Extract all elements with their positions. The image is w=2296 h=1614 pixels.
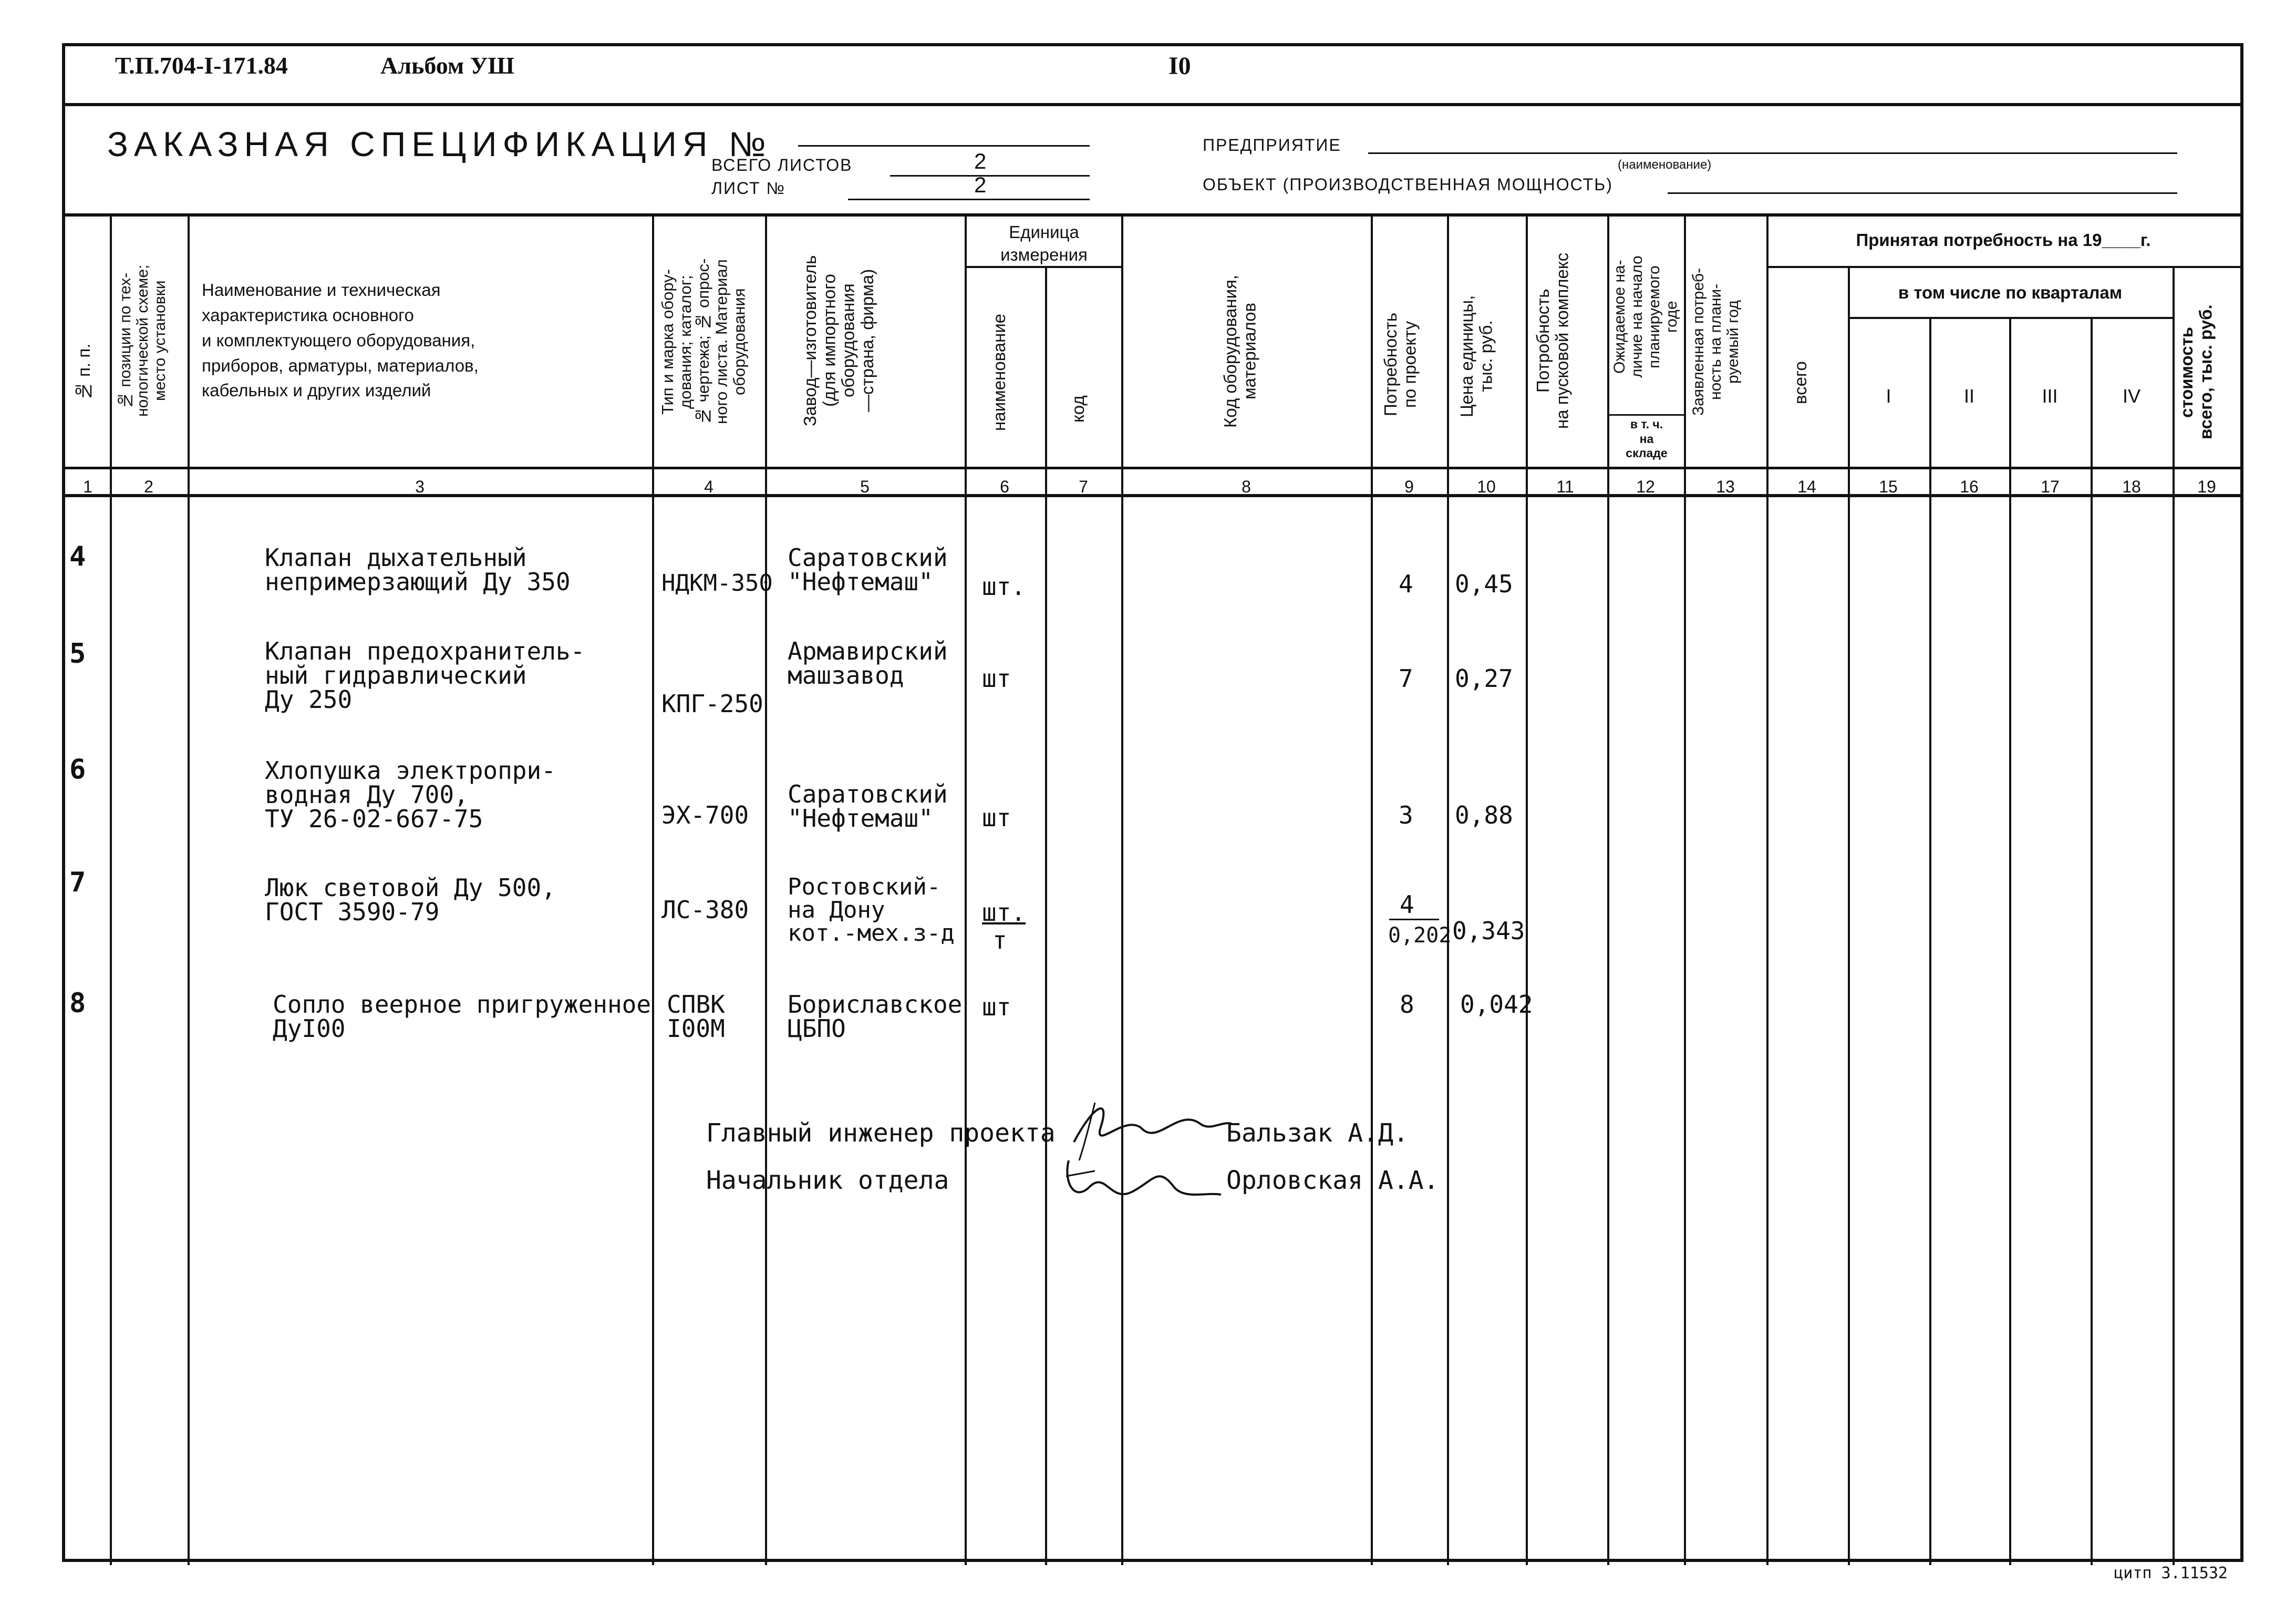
row-number: 8 xyxy=(69,988,86,1019)
doc-code: Т.П.704-I-171.84 xyxy=(115,52,288,79)
col-number: 5 xyxy=(860,477,870,496)
item-type: КПГ-250 xyxy=(661,690,763,718)
object-line xyxy=(1668,192,2177,194)
col-line xyxy=(1848,266,1850,1565)
row-number: 7 xyxy=(69,867,86,898)
col-number: 12 xyxy=(1636,477,1655,496)
col-number: 8 xyxy=(1242,477,1251,496)
sheet-label: ЛИСТ № xyxy=(711,179,785,198)
col-3-header xyxy=(202,277,622,403)
item-name: Сопло веерное пригруженное ДуI00 xyxy=(273,990,651,1043)
unit-group-header: Единица измерения xyxy=(1000,222,1088,264)
print-stamp: цитп 3.11532 xyxy=(2114,1564,2228,1582)
col-line xyxy=(765,213,767,1565)
enterprise-line xyxy=(1368,152,2177,154)
header-bottom-line xyxy=(65,467,2240,469)
col-line xyxy=(110,213,112,1565)
col-line xyxy=(188,213,190,1565)
item-unit: шт xyxy=(982,664,1011,693)
col-number: 11 xyxy=(1556,477,1574,496)
item-qty: 4 xyxy=(1399,570,1413,598)
col-line xyxy=(2009,317,2011,1565)
item-unit: шт xyxy=(982,993,1011,1021)
col-3-line: приборов, арматуры, материалов, xyxy=(202,355,479,375)
col-line xyxy=(1929,317,1931,1565)
col-number: 2 xyxy=(144,477,153,496)
item-qty-secondary: 0,202 xyxy=(1388,923,1452,948)
accepted-group-header: Принятая потребность на 19____г. xyxy=(1856,230,2151,250)
department-head-role: Начальник отдела xyxy=(706,1166,949,1195)
col-number: 7 xyxy=(1079,477,1088,496)
album-label: Альбом УШ xyxy=(380,52,514,79)
total-sheets-label: ВСЕГО ЛИСТОВ xyxy=(711,156,853,174)
item-unit: шт. xyxy=(982,572,1026,601)
col-number: 18 xyxy=(2122,477,2141,496)
col-11-header: Потробность на пусковой комплекс xyxy=(1533,252,1572,429)
col-7-header: код xyxy=(1068,395,1088,423)
col-13-header: Заявленная потреб- ность на плани- руемый год xyxy=(1690,268,1742,416)
chief-engineer-role: Главный инженер проекта xyxy=(706,1118,1056,1148)
item-maker: Ростовский- на Дону кот.-мех.з-д xyxy=(788,873,955,947)
item-name: Клапан дыхательный непримерзающий Ду 350 xyxy=(265,543,571,596)
quarter-2-header: II xyxy=(1963,385,1974,407)
fraction-line xyxy=(1389,919,1439,920)
item-type: ЭХ-700 xyxy=(661,801,749,829)
title-divider xyxy=(65,213,2240,217)
col-line xyxy=(1121,213,1123,1565)
item-price: 0,042 xyxy=(1460,990,1533,1019)
item-qty: 4 xyxy=(1400,890,1414,919)
colnum-bottom-line xyxy=(65,494,2240,497)
col-19-header: стоимость всего, тыс. руб. xyxy=(2177,304,2216,440)
col-line xyxy=(1766,213,1768,1565)
col-line xyxy=(1607,213,1609,1565)
row-number: 5 xyxy=(69,638,86,670)
quarter-3-header: III xyxy=(2042,385,2058,407)
col-3-line: кабельных и других изделий xyxy=(202,381,431,400)
enterprise-label: ПРЕДПРИЯТИЕ xyxy=(1203,136,1341,155)
col-10-header: Цена единицы, тыс. руб. xyxy=(1457,295,1496,418)
row-number: 6 xyxy=(69,754,86,785)
department-head-signature xyxy=(1053,1145,1232,1218)
specification-sheet xyxy=(62,43,2243,1562)
col-number: 1 xyxy=(83,477,92,496)
form-title: ЗАКАЗНАЯ СПЕЦИФИКАЦИЯ № xyxy=(107,125,772,163)
chief-engineer-name: Бальзак А.Д. xyxy=(1226,1118,1409,1148)
col-14-header: всего xyxy=(1791,361,1810,404)
item-maker: Бориславское ЦБПО xyxy=(788,990,963,1043)
col-1-header: № п. п. xyxy=(74,343,94,401)
item-name: Хлопушка электропри- водная Ду 700, ТУ 26-02-667-75 xyxy=(265,756,556,833)
item-type: ЛС-380 xyxy=(661,896,749,924)
col-number: 17 xyxy=(2041,477,2060,496)
object-label: ОБЪЕКТ (ПРОИЗВОДСТВЕННАЯ МОЩНОСТЬ) xyxy=(1203,175,1613,194)
col-number: 19 xyxy=(2197,477,2216,496)
item-price: 0,88 xyxy=(1455,801,1513,829)
item-maker: Саратовский "Нефтемаш" xyxy=(788,543,948,596)
col-number: 14 xyxy=(1797,477,1816,496)
c12-sub-line xyxy=(1607,414,1684,416)
quarters-group-header: в том числе по кварталам xyxy=(1898,283,2123,302)
sheet-line xyxy=(848,199,1090,200)
col-8-header: Код оборудования, материалов xyxy=(1221,274,1259,428)
col-9-header: Потребность по проекту xyxy=(1381,312,1420,416)
item-name: Люк световой Ду 500, ГОСТ 3590-79 xyxy=(265,873,556,926)
header-divider xyxy=(65,103,2240,106)
total-sheets-line xyxy=(890,175,1090,177)
col-line xyxy=(965,213,967,1565)
col-line xyxy=(2091,317,2093,1565)
col-12-header: Ожидаемое на- личие на начало планируемого годе xyxy=(1611,255,1680,378)
col-number: 10 xyxy=(1477,477,1496,496)
col-3-line: характеристика основного xyxy=(202,305,414,325)
sheet-value: 2 xyxy=(974,172,987,197)
item-price: 0,45 xyxy=(1455,570,1513,598)
item-name: Клапан предохранитель- ный гидравлический Ду 250 xyxy=(265,637,585,714)
col-line xyxy=(1447,213,1449,1565)
col-3-line: Наименование и техническая xyxy=(202,280,441,300)
col-line xyxy=(1371,213,1373,1565)
total-sheets-value: 2 xyxy=(974,149,987,173)
item-unit-secondary: т xyxy=(992,926,1007,954)
col-line xyxy=(2173,266,2175,1565)
col-4-header: Тип и марка обору- дования; каталог; № чертежа; № опрос- ного листа. Материал оборудования xyxy=(658,258,749,426)
item-price: 0,343 xyxy=(1452,917,1525,945)
col-number: 15 xyxy=(1879,477,1898,496)
col-line xyxy=(1684,213,1686,1565)
item-qty: 7 xyxy=(1399,664,1413,693)
item-maker: Армавирский машзавод xyxy=(788,637,948,690)
col-12-sub-header: в т. ч. на складе xyxy=(1626,417,1668,460)
col-3-line: и комплектующего оборудования, xyxy=(202,330,475,350)
col-5-header: Завод—изготовитель (для импортного оборудования —страна, фирма) xyxy=(800,255,877,426)
col-number: 9 xyxy=(1404,477,1414,496)
accepted-group-line xyxy=(1766,266,2240,268)
item-type: НДКМ-350 xyxy=(661,570,773,597)
page-number: I0 xyxy=(1168,52,1191,80)
row-number: 4 xyxy=(69,541,86,572)
item-qty: 8 xyxy=(1400,990,1414,1019)
col-line xyxy=(652,213,654,1565)
item-price: 0,27 xyxy=(1455,664,1513,693)
department-head-name: Орловская А.А. xyxy=(1226,1166,1439,1195)
item-qty: 3 xyxy=(1399,801,1413,829)
quarter-4-header: IV xyxy=(2122,385,2140,407)
item-unit: шт xyxy=(982,804,1011,832)
item-maker: Саратовский "Нефтемаш" xyxy=(788,780,948,832)
item-unit: шт. xyxy=(982,898,1026,927)
col-line xyxy=(1045,266,1047,1565)
col-number: 3 xyxy=(415,477,425,496)
col-number: 4 xyxy=(704,477,713,496)
naming-note: (наименование) xyxy=(1618,158,1712,172)
col-number: 13 xyxy=(1716,477,1735,496)
col-6-header: наименование xyxy=(989,313,1009,431)
item-type: СПВК I00М xyxy=(667,990,725,1043)
quarter-1-header: I xyxy=(1886,385,1891,407)
col-number: 16 xyxy=(1960,477,1979,496)
col-line xyxy=(1526,213,1528,1565)
spec-number-line xyxy=(798,145,1090,147)
col-number: 6 xyxy=(1000,477,1009,496)
col-2-header: № позиции по тех- нологической схеме; место установки xyxy=(117,264,169,417)
